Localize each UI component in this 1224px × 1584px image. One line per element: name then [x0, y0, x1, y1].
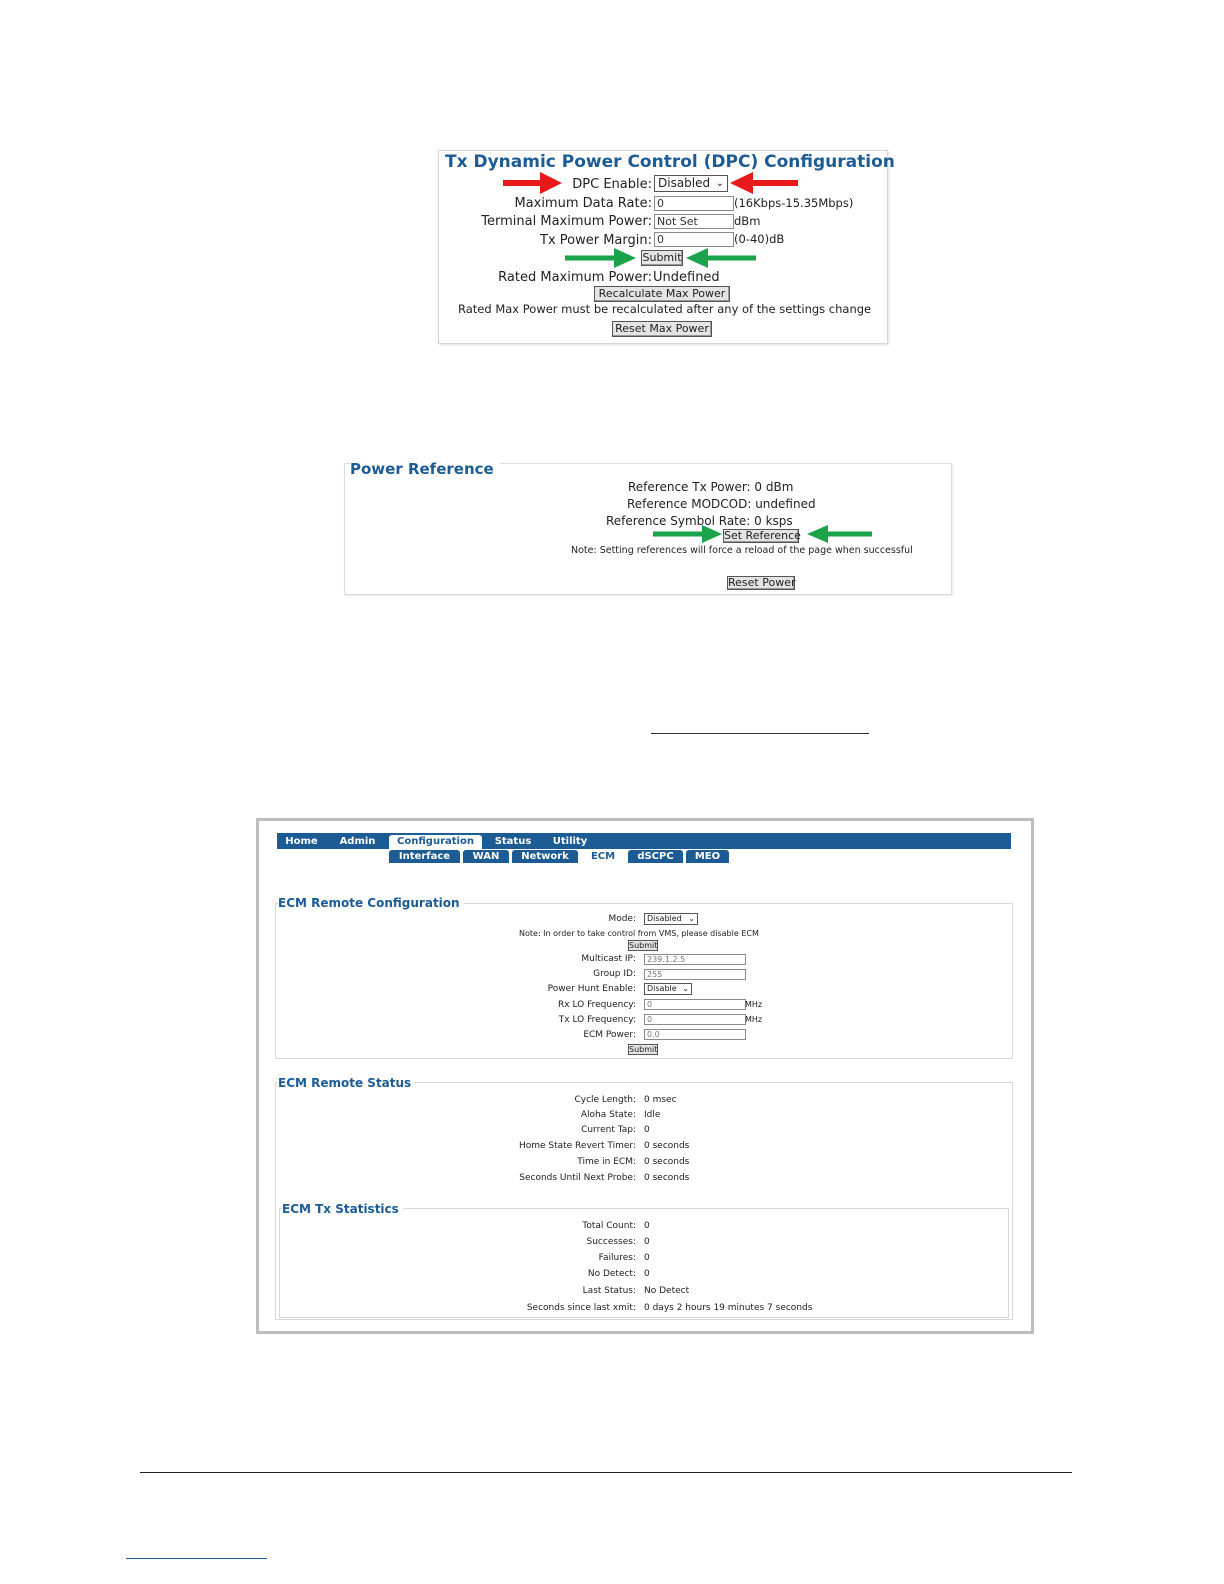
chevron-down-icon: ⌄ [682, 984, 689, 993]
recalculate-max-power-button[interactable]: Recalculate Max Power [594, 286, 730, 302]
ecm-status-title: ECM Remote Status [278, 1076, 415, 1090]
ecm-config-note: Note: In order to take control from VMS, please disable ECM [519, 929, 759, 938]
dpc-note: Rated Max Power must be recalculated after any of the settings change [458, 302, 872, 316]
tab-home[interactable]: Home [277, 835, 326, 848]
dpc-enable-value: Disabled [658, 176, 711, 190]
power-hunt-label: Power Hunt Enable: [547, 984, 636, 994]
group-id-label: Group ID: [593, 969, 636, 979]
footer-rule [140, 1472, 1072, 1473]
status-label: Seconds Until Next Probe: [519, 1173, 636, 1183]
tab-admin[interactable]: Admin [330, 835, 385, 848]
annotation-arrows-reference [650, 522, 875, 546]
status-label: Cycle Length: [574, 1095, 636, 1105]
red-arrow-left-icon [730, 172, 798, 194]
green-arrow-right-icon [653, 525, 722, 543]
stat-value: No Detect [644, 1286, 690, 1296]
stat-value: 0 days 2 hours 19 minutes 7 seconds [644, 1303, 813, 1313]
underline-rule [651, 733, 869, 734]
status-value: 0 msec [644, 1095, 677, 1105]
ref-modcod: Reference MODCOD: undefined [627, 497, 816, 511]
green-arrow-right-icon [565, 248, 636, 268]
green-arrow-left-icon [807, 525, 872, 543]
subtab-meo[interactable]: MEO [686, 850, 729, 863]
tx-lo-frequency-input[interactable]: 0 [644, 1014, 746, 1025]
dpc-title: Tx Dynamic Power Control (DPC) Configuration [445, 152, 895, 172]
dpc-enable-label: DPC Enable: [572, 177, 652, 192]
terminal-max-power-input[interactable]: Not Set [654, 214, 734, 229]
status-label: Home State Revert Timer: [518, 1141, 636, 1151]
set-reference-button[interactable]: Set Reference [724, 529, 801, 542]
reset-max-power-button[interactable]: Reset Max Power [612, 321, 712, 337]
tab-status[interactable]: Status [486, 835, 540, 848]
subtab-network[interactable]: Network [512, 850, 578, 863]
subtab-wan[interactable]: WAN [463, 850, 509, 863]
tx-power-margin-label: Tx Power Margin: [540, 233, 652, 248]
stat-value: 0 [644, 1221, 650, 1231]
chevron-down-icon: ⌄ [688, 914, 695, 923]
ecm-config-submit-button[interactable]: Submit [629, 941, 658, 950]
mode-value: Disabled [647, 914, 682, 923]
rx-lo-frequency-input[interactable]: 0 [644, 999, 746, 1010]
stat-label: Failures: [598, 1253, 636, 1263]
stat-label: No Detect: [587, 1269, 636, 1279]
annotation-arrows-dpc [500, 170, 810, 270]
subtab-ecm[interactable]: ECM [581, 850, 625, 863]
reset-power-button[interactable]: Reset Power [728, 576, 796, 589]
ecm-power-input[interactable]: 0.0 [644, 1029, 746, 1040]
max-data-rate-input[interactable]: 0 [654, 196, 734, 211]
red-arrow-right-icon [503, 172, 562, 194]
ecm-config-title: ECM Remote Configuration [278, 896, 464, 910]
tab-utility[interactable]: Utility [544, 835, 596, 848]
rated-max-power-value: Undefined [653, 270, 720, 285]
power-reference-note: Note: Setting references will force a reload of the page when successful [571, 545, 913, 556]
status-label: Time in ECM: [577, 1157, 636, 1167]
status-value: 0 seconds [644, 1173, 690, 1183]
group-id-input[interactable]: 255 [644, 969, 746, 980]
stat-label: Last Status: [582, 1286, 636, 1296]
dpc-submit-button[interactable]: Submit [642, 251, 682, 264]
main-tab-bar [277, 833, 1011, 849]
max-data-rate-label: Maximum Data Rate: [514, 196, 652, 211]
stat-label: Total Count: [582, 1221, 636, 1231]
rated-max-power-label: Rated Maximum Power: [498, 270, 652, 285]
multicast-ip-label: Multicast IP: [581, 954, 636, 964]
mode-label: Mode: [608, 914, 636, 924]
tx-power-margin-input[interactable]: 0 [654, 232, 734, 247]
tx-lo-unit: MHz [745, 1015, 763, 1024]
max-data-rate-unit: (16Kbps-15.35Mbps) [734, 196, 854, 210]
status-value: 0 seconds [644, 1141, 690, 1151]
ecm-power-submit-button[interactable]: Submit [629, 1045, 658, 1054]
terminal-max-power-label: Terminal Maximum Power: [481, 214, 652, 229]
stat-label: Seconds since last xmit: [526, 1303, 636, 1313]
tab-configuration[interactable]: Configuration [389, 835, 482, 849]
ref-tx-power: Reference Tx Power: 0 dBm [628, 480, 794, 494]
stat-value: 0 [644, 1269, 650, 1279]
stat-value: 0 [644, 1253, 650, 1263]
tx-power-margin-unit: (0-40)dB [734, 232, 785, 246]
stat-value: 0 [644, 1237, 650, 1247]
status-value: 0 [644, 1125, 650, 1135]
mode-select[interactable] [644, 913, 698, 925]
footer-link-underline [126, 1558, 267, 1559]
ref-symbol-rate: Reference Symbol Rate: 0 ksps [606, 514, 793, 528]
subtab-dscpc[interactable]: dSCPC [628, 850, 683, 863]
power-hunt-value: Disable [647, 984, 677, 993]
rx-lo-unit: MHz [745, 1000, 763, 1009]
chevron-down-icon: ⌄ [715, 178, 724, 189]
status-label: Current Tap: [581, 1125, 636, 1135]
tx-lo-frequency-label: Tx LO Frequency: [558, 1015, 636, 1025]
status-label: Aloha State: [580, 1110, 636, 1120]
power-hunt-select[interactable] [644, 983, 692, 995]
rx-lo-frequency-label: Rx LO Frequency: [558, 1000, 636, 1010]
status-value: 0 seconds [644, 1157, 690, 1167]
status-value: Idle [644, 1110, 661, 1120]
multicast-ip-input[interactable]: 239.1.2.5 [644, 954, 746, 965]
subtab-interface[interactable]: Interface [389, 850, 460, 863]
power-reference-title: Power Reference [350, 460, 500, 478]
ecm-screenshot-frame [256, 818, 1034, 1334]
ecm-power-label: ECM Power: [583, 1030, 636, 1040]
terminal-max-power-unit: dBm [734, 214, 761, 228]
stat-label: Successes: [586, 1237, 636, 1247]
green-arrow-left-icon [686, 248, 756, 268]
ecm-tx-stats-title: ECM Tx Statistics [282, 1202, 403, 1216]
